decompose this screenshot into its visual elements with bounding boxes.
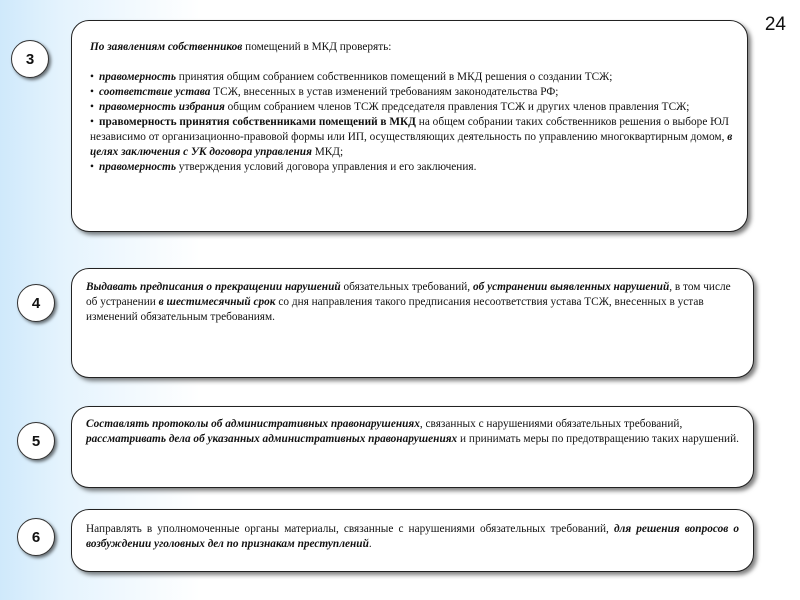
page-number: 24	[764, 14, 786, 35]
card-intro: По заявлениям собственников помещений в МКД проверять:	[90, 41, 392, 53]
card-text: Направлять в уполномоченные органы материалы, связанные с нарушениями обязательных требований, для решения вопросов о возбуждении уголовных дел по признакам преступлений.	[86, 523, 739, 550]
list-item: • соответствие устава ТСЖ, внесенных в устав изменений требованиям законодательства РФ;	[90, 86, 559, 98]
list-item: • правомерность принятия общим собранием собственников помещений в МКД решения о создании ТСЖ;	[90, 71, 613, 83]
step-number-4: 4	[17, 284, 55, 322]
list-item: • правомерность принятия собственниками помещений в МКД на общем собрании таких собственников решения о выборе ЮЛ независимо от организационно-правовой формы или ИП, осуществляющих деятельность по управлению многоквартирным домом, в целях заключения с УК договора управления МКД;	[90, 116, 733, 158]
card-step-4	[71, 268, 754, 378]
card-step-3	[71, 20, 748, 232]
step-number-3: 3	[11, 40, 49, 78]
card-text: Составлять протоколы об административных правонарушениях, связанных с нарушениями обязательных требований, рассматривать дела об указанных административных правонарушениях и принимать меры по предотвращению таких нарушений.	[86, 418, 739, 445]
list-item: • правомерность избрания общим собранием членов ТСЖ председателя правления ТСЖ и других членов правления ТСЖ;	[90, 101, 690, 113]
step-number-6: 6	[17, 518, 55, 556]
card-step-5	[71, 406, 754, 488]
list-item: • правомерность утверждения условий договора управления и его заключения.	[90, 161, 477, 173]
card-text: Выдавать предписания о прекращении нарушений обязательных требований, об устранении выявленных нарушений, в том числе об устранении в шестимесячный срок со дня направления такого предписания несоответствия устава ТСЖ, внесенных в устав изменений обязательным требованиям.	[86, 281, 731, 323]
step-number-5: 5	[17, 422, 55, 460]
card-step-6	[71, 509, 754, 572]
